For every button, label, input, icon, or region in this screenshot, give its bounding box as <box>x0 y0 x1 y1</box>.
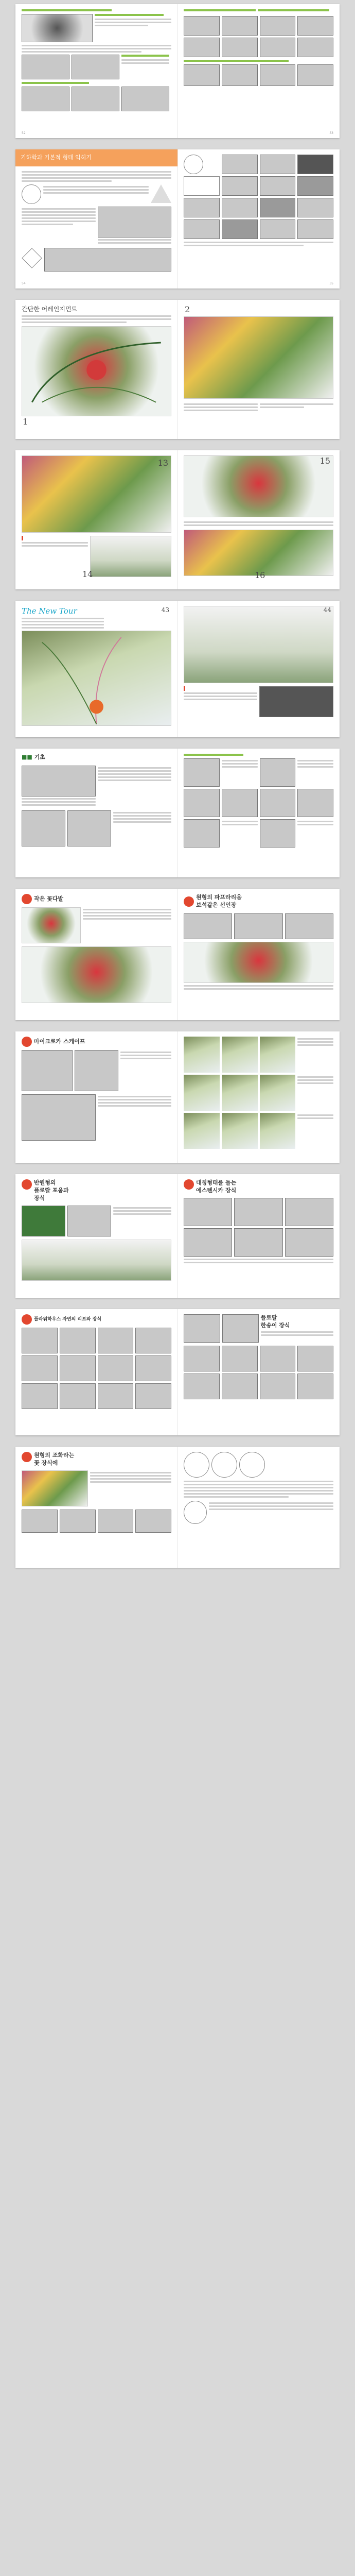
spread-8 <box>15 1031 340 1163</box>
photo <box>98 1355 134 1381</box>
photo <box>75 1050 118 1091</box>
photo <box>222 155 258 174</box>
photo <box>297 198 333 217</box>
project-number-badge <box>22 1452 32 1462</box>
spread-7 <box>15 889 340 1020</box>
spread-11 <box>15 1447 340 1568</box>
section-heading: 기하학과 기본적 형태 익히기 <box>15 149 177 166</box>
photo <box>184 1346 220 1371</box>
circle-shape <box>184 155 203 174</box>
section-heading: 간단한 어레인지먼트 <box>22 306 78 313</box>
page-left <box>15 1447 177 1568</box>
photo <box>260 219 296 239</box>
photo <box>184 1198 232 1226</box>
page-number: 53 <box>329 131 333 135</box>
photo <box>22 14 93 42</box>
project-number-badge <box>22 1179 32 1190</box>
photo <box>60 1510 96 1533</box>
project-title: 플라워하우스 자연의 리프와 장식 <box>34 1316 102 1322</box>
arrangement-number: 16 <box>255 570 265 581</box>
photo <box>297 219 333 239</box>
project-title-line: 플로랄 포움과 <box>34 1187 69 1194</box>
photo <box>297 155 333 174</box>
page-right <box>177 1031 340 1163</box>
arrangement-photo <box>184 455 333 517</box>
photo <box>98 1328 134 1353</box>
photo <box>260 789 296 817</box>
triangle-shape <box>184 176 220 196</box>
photo <box>285 1198 333 1226</box>
arrangement-photo <box>222 1075 258 1111</box>
project-number-badge <box>22 894 32 904</box>
photo <box>260 819 296 848</box>
photo <box>222 1374 258 1399</box>
page-right <box>177 149 340 289</box>
photo <box>121 87 169 111</box>
arrangement-photo <box>22 907 81 943</box>
project-title-line: 꽃 장식에 <box>34 1459 58 1466</box>
photo <box>22 55 69 79</box>
spread-1 <box>15 4 340 138</box>
project-title-line: 원형의 파프라리움 <box>196 894 242 901</box>
spread-3 <box>15 300 340 439</box>
arrangement-number: 13 <box>157 458 168 468</box>
photo <box>60 1355 96 1381</box>
photo <box>184 16 220 36</box>
photo <box>285 913 333 939</box>
section-heading: ■■ 기초 <box>22 754 45 760</box>
photo <box>184 819 220 848</box>
photo <box>297 176 333 196</box>
photo <box>260 38 296 57</box>
photo <box>22 766 96 796</box>
arrangement-photo <box>22 326 171 416</box>
project-title-line: 반원형의 <box>34 1179 56 1186</box>
section-title: The New Tour <box>22 606 77 616</box>
page-left <box>15 149 177 289</box>
arrangement-photo <box>184 1075 220 1111</box>
photo <box>22 87 69 111</box>
caption-tag <box>22 536 26 540</box>
arrangement-photo <box>22 1240 171 1281</box>
section-bar <box>121 55 169 57</box>
arrangement-photo <box>184 942 333 983</box>
photo <box>22 810 65 846</box>
circle-diagram <box>239 1452 265 1478</box>
photo <box>98 1383 134 1409</box>
spread-4 <box>15 450 340 589</box>
arrangement-number: 15 <box>319 456 330 466</box>
page-number: 52 <box>22 131 26 135</box>
photo <box>22 1094 96 1141</box>
page-right <box>177 1309 340 1435</box>
arrangement-number: 14 <box>82 569 93 580</box>
photo <box>234 1198 282 1226</box>
page-left <box>15 450 177 589</box>
photo <box>60 1383 96 1409</box>
photo <box>222 1314 259 1343</box>
project-title-line: 보석같은 선인장 <box>196 901 237 908</box>
arrangement-number: 1 <box>23 417 28 427</box>
photo <box>260 198 296 217</box>
page-number: 54 <box>22 281 26 285</box>
circle-diagram <box>184 1452 209 1478</box>
photo <box>259 686 333 717</box>
photo <box>22 1510 58 1533</box>
photo <box>184 1314 220 1343</box>
photo <box>184 38 220 57</box>
photo <box>222 198 258 217</box>
section-bar <box>184 60 289 62</box>
photo <box>222 1346 258 1371</box>
photo <box>135 1510 171 1533</box>
photo <box>22 1383 58 1409</box>
page-left <box>15 1309 177 1435</box>
photo <box>260 16 296 36</box>
photo <box>22 1355 58 1381</box>
arrangement-number: 43 <box>161 606 169 614</box>
photo <box>222 16 258 36</box>
photo <box>222 176 258 196</box>
project-number-badge <box>22 1314 32 1325</box>
photo <box>260 1346 296 1371</box>
photo <box>22 1206 65 1236</box>
photo <box>22 1050 73 1091</box>
photo <box>184 913 232 939</box>
page-left <box>15 1174 177 1298</box>
triangle-shape <box>151 184 171 203</box>
photo <box>297 1374 333 1399</box>
page-left <box>15 1031 177 1163</box>
photo <box>297 64 333 86</box>
project-title-line: 에스텐시카 장식 <box>196 1187 237 1194</box>
photo <box>260 64 296 86</box>
photo <box>184 758 220 787</box>
page-left <box>15 300 177 439</box>
photo <box>184 789 220 817</box>
photo <box>67 1206 111 1236</box>
project-title-line: 대칭형태를 돌는 <box>196 1179 237 1186</box>
photo <box>285 1228 333 1257</box>
photo <box>260 155 296 174</box>
photo <box>234 1228 282 1257</box>
photo <box>184 219 220 239</box>
page-left <box>15 601 177 737</box>
photo <box>22 1328 58 1353</box>
arrangement-photo <box>184 316 333 399</box>
spread-5 <box>15 601 340 737</box>
page-left <box>15 889 177 1020</box>
photo <box>135 1355 171 1381</box>
arrangement-photo <box>184 1037 220 1073</box>
section-bar <box>184 754 243 756</box>
arrangement-photo <box>22 1470 88 1506</box>
photo <box>135 1383 171 1409</box>
arrangement-photo <box>22 946 171 1003</box>
circle-diagram <box>211 1452 237 1478</box>
page-right <box>177 450 340 589</box>
page-left <box>15 749 177 877</box>
diamond-shape <box>22 248 42 268</box>
page-right <box>177 889 340 1020</box>
page-right <box>177 749 340 877</box>
arrangement-photo <box>184 530 333 576</box>
project-title-line: 플로랄 <box>260 1314 277 1321</box>
photo <box>184 1228 232 1257</box>
project-title: 작은 꽃다발 <box>34 895 63 902</box>
section-bar <box>184 9 256 11</box>
photo <box>297 16 333 36</box>
arrangement-photo <box>260 1037 296 1073</box>
photo <box>234 913 282 939</box>
circle-diagram <box>184 1501 207 1524</box>
photo <box>222 789 258 817</box>
project-number-badge <box>184 1179 194 1190</box>
arrangement-photo <box>260 1075 296 1111</box>
photo <box>44 248 171 272</box>
page-right <box>177 1447 340 1568</box>
photo <box>135 1328 171 1353</box>
photo <box>184 1374 220 1399</box>
arrangement-photo <box>260 1113 296 1149</box>
section-bar <box>22 82 89 84</box>
photo <box>60 1328 96 1353</box>
section-bar <box>95 14 164 16</box>
section-bar <box>22 9 112 11</box>
project-number-badge <box>184 896 194 907</box>
photo <box>222 64 258 86</box>
photo <box>222 219 258 239</box>
photo <box>184 198 220 217</box>
page-right <box>177 1174 340 1298</box>
photo <box>297 38 333 57</box>
section-bar <box>258 9 330 11</box>
spread-6 <box>15 749 340 877</box>
circle-shape <box>22 184 41 204</box>
photo <box>222 38 258 57</box>
photo <box>98 207 172 238</box>
caption-tag <box>184 686 188 691</box>
photo <box>297 789 333 817</box>
arrangement-photo <box>184 1113 220 1149</box>
page-right <box>177 601 340 737</box>
arrangement-photo <box>222 1037 258 1073</box>
page-right <box>177 300 340 439</box>
page-right <box>177 4 340 138</box>
spread-2 <box>15 149 340 289</box>
photo <box>260 176 296 196</box>
photo <box>72 87 119 111</box>
photo <box>260 758 296 787</box>
arrangement-photo <box>184 606 333 683</box>
project-title-line: 장식 <box>34 1194 45 1201</box>
photo <box>98 1510 134 1533</box>
arrangement-number: 2 <box>185 304 190 314</box>
photo <box>67 810 111 846</box>
photo <box>184 64 220 86</box>
spread-10 <box>15 1309 340 1435</box>
arrangement-photo <box>90 536 171 577</box>
arrangement-number: 44 <box>323 606 331 614</box>
project-number-badge <box>22 1037 32 1047</box>
arrangement-illustration <box>22 327 171 416</box>
project-title-line: 원형의 조화라는 <box>34 1452 75 1459</box>
arrangement-photo <box>222 1113 258 1149</box>
arrangement-photo <box>22 631 171 726</box>
page-number: 55 <box>329 281 333 285</box>
photo <box>260 1374 296 1399</box>
arrangement-photo <box>22 455 171 533</box>
project-title-line: 한송이 장식 <box>260 1321 290 1329</box>
page-left <box>15 4 177 138</box>
project-title: 마이크로카 스케이프 <box>34 1038 85 1045</box>
arrangement-illustration <box>22 631 171 725</box>
spread-9 <box>15 1174 340 1298</box>
photo <box>72 55 119 79</box>
photo <box>297 1346 333 1371</box>
